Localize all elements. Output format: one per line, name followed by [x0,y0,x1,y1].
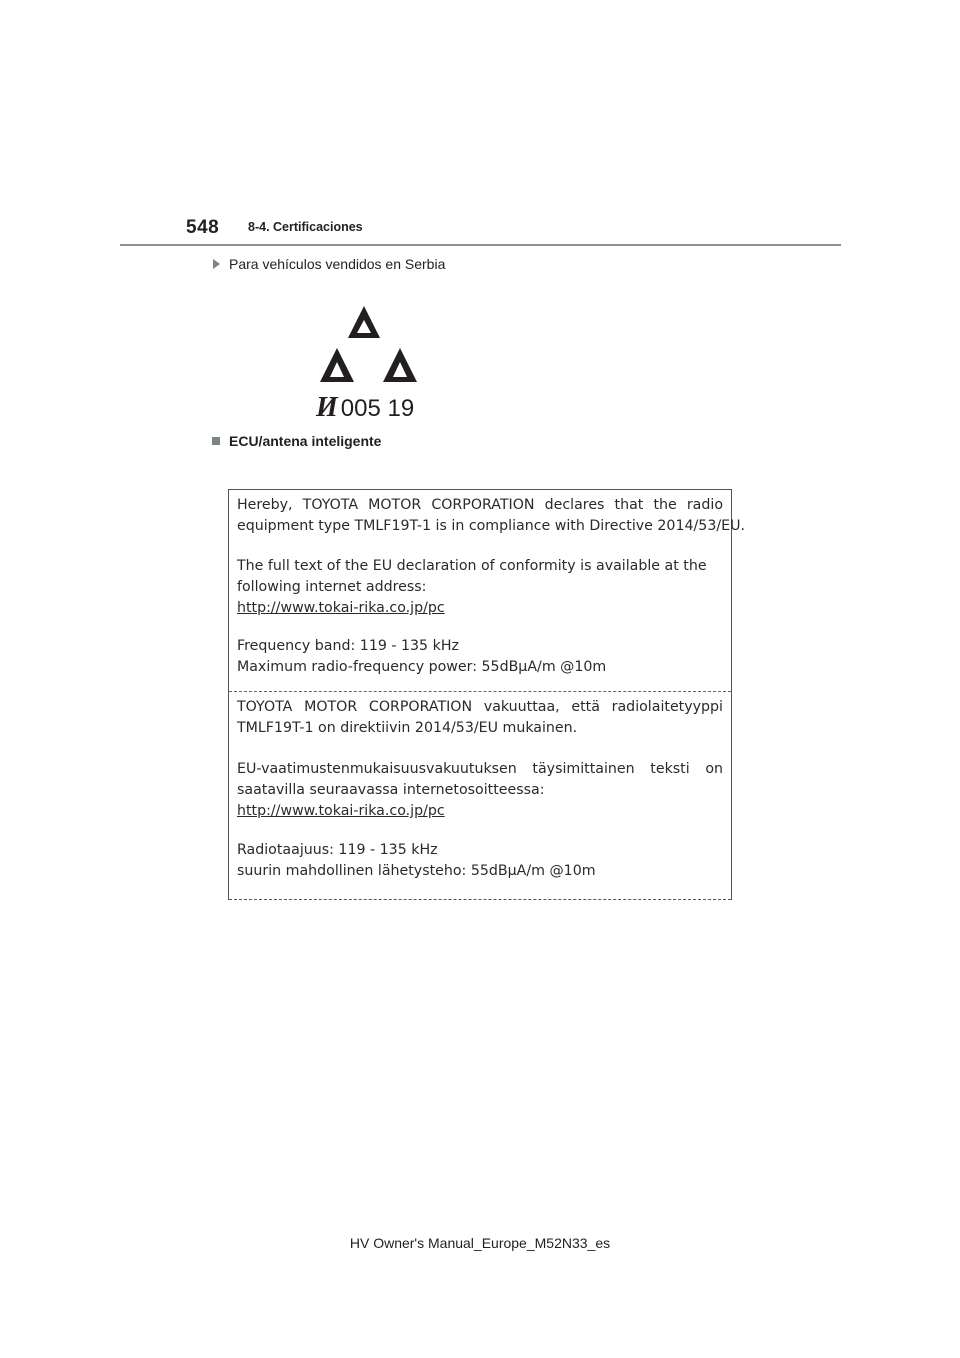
cert-text-line: Radiotaajuus: 119 - 135 kHz [237,842,438,858]
cert-text-line: TMLF19T-1 on direktiivin 2014/53/EU mukainen. [237,720,578,736]
fi-specs [237,840,723,882]
en-specs [237,636,723,678]
en-declaration [237,495,745,537]
certificate-top-border [229,489,731,490]
bullet-item [213,255,445,273]
section-heading-text: ECU/antena inteligente [229,433,382,449]
cert-text-line: TOYOTA MOTOR CORPORATION vakuuttaa, että radiolaitetyyppi [237,699,723,715]
section-title: 8-4. Certificaciones [248,220,363,234]
certificate-bottom-border [229,899,731,900]
certificate-divider [229,691,731,692]
bullet-text: Para vehículos vendidos en Serbia [229,256,446,272]
triangle-bullet-icon [213,259,220,269]
cert-text-line: Maximum radio-frequency power: 55dBµA/m @10m [237,659,607,675]
en-availability [237,556,723,619]
page-footer: HV Owner's Manual_Europe_M52N33_es [349,1235,611,1251]
cert-url: http://www.tokai-rika.co.jp/pc [237,600,445,616]
cert-text-line: The full text of the EU declaration of conformity is available at the [237,558,707,574]
certificate-image [228,489,745,900]
serbia-mark-code [316,392,414,424]
cert-text-line: suurin mahdollinen lähetysteho: 55dBµA/m @10m [237,863,596,879]
cert-text-line: equipment type TMLF19T-1 is in compliance with Directive 2014/53/EU. [237,518,745,534]
square-bullet-icon [212,437,220,445]
mark-number: 005 19 [340,395,415,422]
cert-text-line: following internet address: [237,579,427,595]
fi-availability [237,759,723,822]
page-number: 548 [186,217,220,238]
cert-url: http://www.tokai-rika.co.jp/pc [237,803,445,819]
cyrillic-letter: И [316,392,338,423]
cert-text-line: Frequency band: 119 - 135 kHz [237,638,459,654]
fi-declaration [237,697,723,739]
header-divider [120,244,841,246]
cert-text-line: saatavilla seuraavassa internetosoitteessa: [237,782,545,798]
cert-text-line: Hereby, TOYOTA MOTOR CORPORATION declares that the radio [237,497,723,513]
section-heading [212,432,381,450]
cert-text-line: EU-vaatimustenmukaisuusvakuutuksen täysimittainen teksti on [237,761,723,777]
